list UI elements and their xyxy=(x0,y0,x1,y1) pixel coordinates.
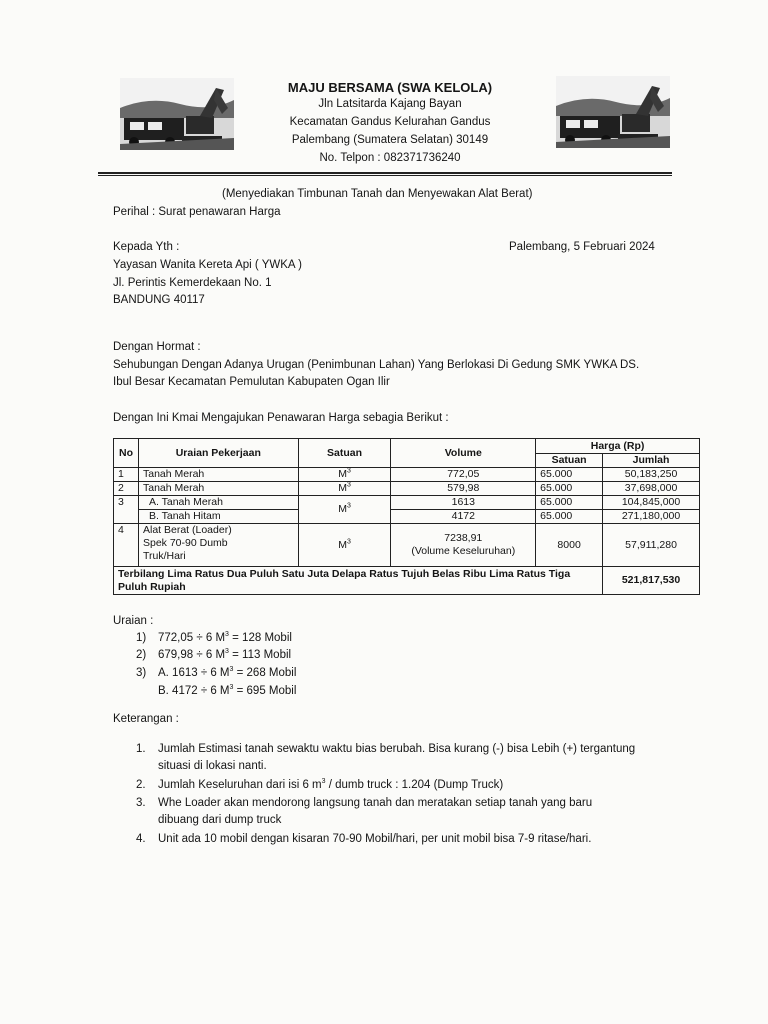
row-no: 4 xyxy=(114,524,139,567)
row-satuan: $M^3$ xyxy=(298,496,391,524)
row-satuan: $M^3$ xyxy=(298,482,391,496)
header-volume: Volume xyxy=(391,439,536,468)
total-amount: 521,817,530 xyxy=(603,567,700,595)
header-rule xyxy=(98,172,672,174)
intro-line: Dengan Ini Kmai Mengajukan Penawaran Harga sebagia Berikut : xyxy=(113,412,449,424)
row-uraian: Alat Berat (Loader) Spek 70-90 Dumb Truk/Hari xyxy=(138,524,298,567)
row-jumlah-a: 104,845,000 xyxy=(603,496,700,510)
uraian-item-1: 772,05 ÷ 6 $M^3 = 128$ Mobil xyxy=(158,631,292,644)
table-row xyxy=(114,496,700,510)
header-jumlah: Jumlah xyxy=(603,454,700,468)
row-harga: 8000 xyxy=(536,524,603,567)
row-volume: 579,98 xyxy=(391,482,536,496)
row-no: 1 xyxy=(114,468,139,482)
address-line-3: Palembang (Sumatera Selatan) 30149 xyxy=(291,134,489,146)
table-row xyxy=(114,482,700,496)
body-line-2: Ibul Besar Kecamatan Pemulutan Kabupaten Ogan Ilir xyxy=(113,376,390,388)
row-no: 3 xyxy=(114,496,139,524)
letter-date: Palembang, 5 Februari 2024 xyxy=(509,241,655,253)
row-no: 2 xyxy=(114,482,139,496)
total-row xyxy=(114,567,700,595)
row-volume: 7238,91 (Volume Keseluruhan) xyxy=(391,524,536,567)
uraian-item-3a: A. 1613 ÷ 6 $M^3 = 268$ Mobil xyxy=(158,666,297,679)
uraian-item-num: 2) xyxy=(136,649,147,661)
row-satuan: $M^3$ xyxy=(298,468,391,482)
row-uraian: Tanah Merah xyxy=(138,482,298,496)
excavator-logo-right xyxy=(556,76,670,148)
row-uraian-a: A. Tanah Merah xyxy=(138,496,298,510)
keterangan-title: Keterangan : xyxy=(113,713,179,725)
header-rule-thin xyxy=(98,175,672,176)
total-in-words: Terbilang Lima Ratus Dua Puluh Satu Juta Delapa Ratus Tujuh Belas Ribu Lima Ratus Tiga Puluh Rupiah xyxy=(114,567,603,595)
row-jumlah: 57,911,280 xyxy=(603,524,700,567)
header-harga-satuan: Satuan xyxy=(536,454,603,468)
recipient-name: Yayasan Wanita Kereta Api ( YWKA ) xyxy=(113,259,302,271)
uraian-item-2: 679,98 ÷ 6 $M^3 = 113$ Mobil xyxy=(158,648,292,661)
uraian-item-num: 1) xyxy=(136,632,147,644)
header-satuan: Satuan xyxy=(298,439,391,468)
row-jumlah: 50,183,250 xyxy=(603,468,700,482)
row-volume-a: 1613 xyxy=(391,496,536,510)
row-harga-a: 65.000 xyxy=(536,496,603,510)
recipient-city: BANDUNG 40117 xyxy=(113,294,205,306)
uraian-item-num: 3) xyxy=(136,667,147,679)
table-row xyxy=(114,510,700,524)
address-line-1: Jln Latsitarda Kajang Bayan xyxy=(318,98,462,110)
table-row xyxy=(114,468,700,482)
header-harga: Harga (Rp) xyxy=(536,439,700,454)
row-harga: 65.000 xyxy=(536,468,603,482)
table-row xyxy=(114,524,700,567)
row-harga-b: 65.000 xyxy=(536,510,603,524)
address-line-2: Kecamatan Gandus Kelurahan Gandus xyxy=(289,116,491,128)
kepada-label: Kepada Yth : xyxy=(113,241,180,253)
phone-number: No. Telpon : 082371736240 xyxy=(319,152,461,164)
header-no: No xyxy=(114,439,139,468)
uraian-title: Uraian : xyxy=(113,615,154,627)
row-jumlah: 37,698,000 xyxy=(603,482,700,496)
company-name: MAJU BERSAMA (SWA KELOLA) xyxy=(287,80,493,95)
row-uraian-b: B. Tanah Hitam xyxy=(138,510,298,524)
uraian-item-3b: B. 4172 ÷ 6 $M^3 = 695$ Mobil xyxy=(158,684,297,697)
price-table xyxy=(113,438,700,595)
row-jumlah-b: 271,180,000 xyxy=(603,510,700,524)
excavator-logo-left xyxy=(120,78,234,150)
row-satuan: $M^3$ xyxy=(298,524,391,567)
row-harga: 65.000 xyxy=(536,482,603,496)
row-volume: 772,05 xyxy=(391,468,536,482)
body-line-1: Sehubungan Dengan Adanya Urugan (Penimbunan Lahan) Yang Berlokasi Di Gedung SMK YWKA DS. xyxy=(113,359,640,371)
perihal: Perihal : Surat penawaran Harga xyxy=(113,206,281,218)
row-volume-b: 4172 xyxy=(391,510,536,524)
letter-subtitle: (Menyediakan Timbunan Tanah dan Menyewakan Alat Berat) xyxy=(222,188,533,200)
greeting: Dengan Hormat : xyxy=(113,341,201,353)
recipient-street: Jl. Perintis Kemerdekaan No. 1 xyxy=(113,277,272,289)
row-uraian: Tanah Merah xyxy=(138,468,298,482)
header-uraian: Uraian Pekerjaan xyxy=(138,439,298,468)
